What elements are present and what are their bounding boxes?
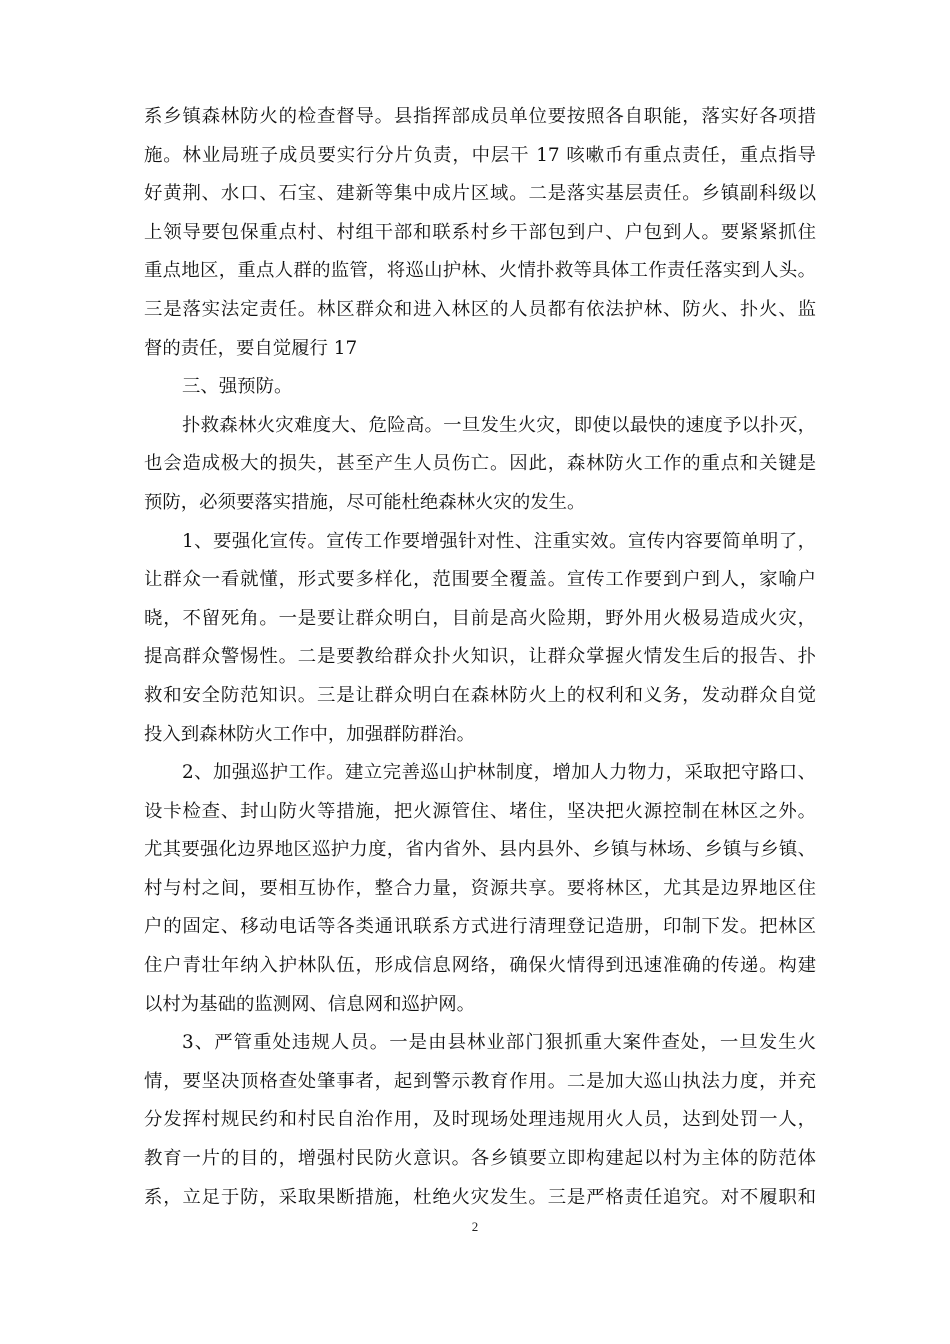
text-line: 情，要坚决顶格查处肇事者，起到警示教育作用。二是加大巡山执法力度，并充: [144, 1070, 816, 1092]
body-text: [144, 98, 816, 1217]
text-line: 以村为基础的监测网、信息网和巡护网。: [144, 993, 476, 1015]
text-line: 让群众一看就懂，形式要多样化，范围要全覆盖。宣传工作要到户到人，家喻户: [144, 569, 816, 591]
text-line: 重点地区，重点人群的监管，将巡山护林、火情扑救等具体工作责任落实到人头。: [144, 260, 816, 282]
text-line: 预防，必须要落实措施，尽可能杜绝森林火灾的发生。: [144, 491, 586, 513]
text-line: 扑救森林火灾难度大、危险高。一旦发生火灾，即使以最快的速度予以扑灭，: [182, 414, 816, 436]
text-line: 系乡镇森林防火的检查督导。县指挥部成员单位要按照各自职能，落实好各项措: [144, 106, 816, 127]
text-line: 好黄荆、水口、石宝、建新等集中成片区域。二是落实基层责任。乡镇副科级以: [144, 183, 816, 205]
text-line: 尤其要强化边界地区巡护力度，省内省外、县内县外、乡镇与林场、乡镇与乡镇、: [144, 839, 816, 861]
text-line: 户的固定、移动电话等各类通讯联系方式进行清理登记造册，印制下发。把林区: [144, 916, 816, 938]
text-line: 村与村之间，要相互协作，整合力量，资源共享。要将林区，尤其是边界地区住: [144, 877, 816, 899]
text-line: 督的责任，要自觉履行 17: [144, 337, 358, 359]
text-line: 设卡检查、封山防火等措施，把火源管住、堵住，坚决把火源控制在林区之外。: [144, 800, 816, 822]
text-line: 2、加强巡护工作。建立完善巡山护林制度，增加人力物力，采取把守路口、: [182, 762, 816, 784]
text-line: 上领导要包保重点村、村组干部和联系村乡干部包到户、户包到人。要紧紧抓住: [144, 221, 816, 243]
text-line: 教育一片的目的，增强村民防火意识。各乡镇要立即构建起以村为主体的防范体: [144, 1148, 816, 1170]
text-line: 1、要强化宣传。宣传工作要增强针对性、注重实效。宣传内容要简单明了，: [182, 530, 816, 552]
text-line: 晓，不留死角。一是要让群众明白，目前是高火险期，野外用火极易造成火灾，: [144, 607, 816, 629]
text-line: 分发挥村规民约和村民自治作用，及时现场处理违规用火人员，达到处罚一人，: [144, 1109, 816, 1131]
text-line: 住户青壮年纳入护林队伍，形成信息网络，确保火情得到迅速准确的传递。构建: [144, 955, 816, 977]
text-line: 投入到森林防火工作中，加强群防群治。: [144, 723, 476, 745]
text-line: 3、严管重处违规人员。一是由县林业部门狠抓重大案件查处，一旦发生火: [182, 1032, 816, 1054]
text-line: 救和安全防范知识。三是让群众明白在森林防火上的权利和义务，发动群众自觉: [144, 684, 816, 706]
page-number: 2: [471, 1219, 479, 1234]
text-line: 也会造成极大的损失，甚至产生人员伤亡。因此，森林防火工作的重点和关键是: [144, 453, 816, 475]
text-line: 施。林业局班子成员要实行分片负责，中层干 17 咳嗽币有重点责任，重点指导: [144, 144, 816, 166]
text-line: 三是落实法定责任。林区群众和进入林区的人员都有依法护林、防火、扑火、监: [144, 298, 816, 320]
text-line: 三、强预防。: [182, 376, 293, 398]
text-line: 提高群众警惕性。二是要教给群众扑火知识，让群众掌握火情发生后的报告、扑: [144, 646, 816, 668]
text-line: 系，立足于防，采取果断措施，杜绝火灾发生。三是严格责任追究。对不履职和: [144, 1186, 816, 1208]
